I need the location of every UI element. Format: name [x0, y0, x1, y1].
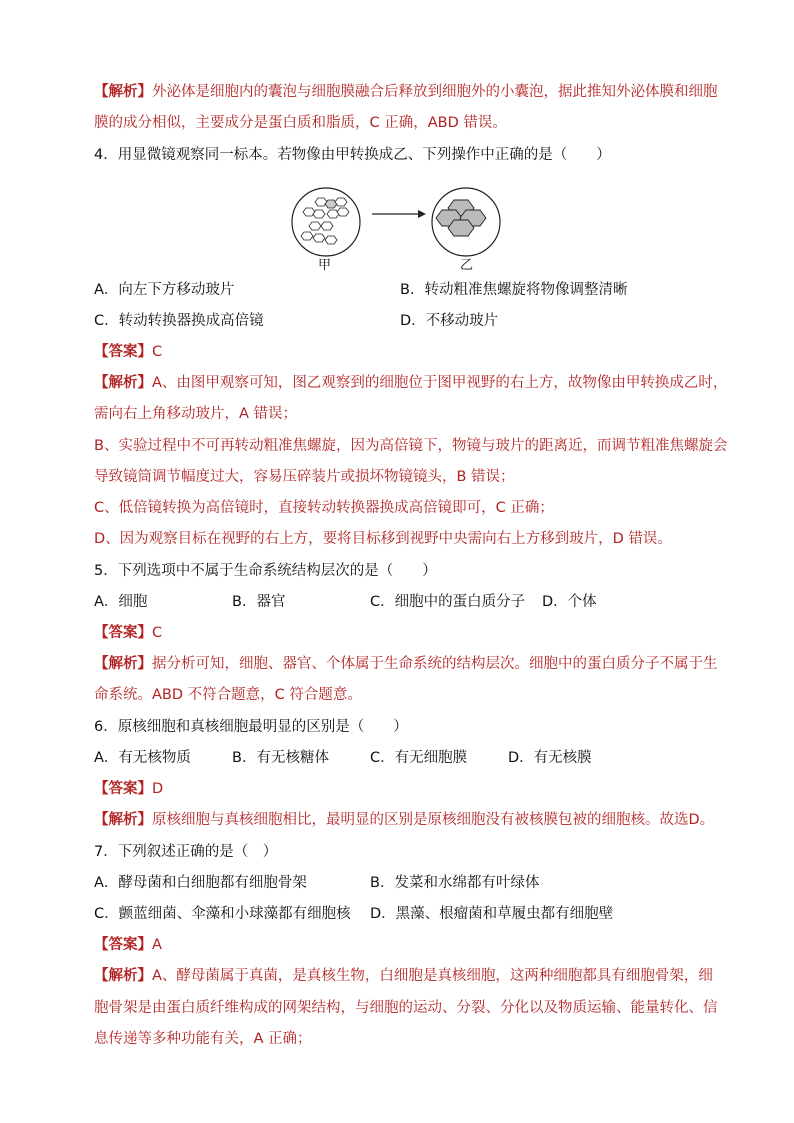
q7-stem: 7．下列叙述正确的是（ ） [94, 844, 278, 860]
q5-answer-value: C [152, 625, 163, 641]
q3-analysis-text-1: 外泌体是细胞内的囊泡与细胞膜融合后释放到细胞外的小囊泡，据此推知外泌体膜和细胞 [152, 84, 718, 100]
q4-analysis-line-5: C、低倍镜转换为高倍镜时，直接转动转换器换成高倍镜即可，C 正确； [94, 500, 554, 516]
q6-analysis-text-1: 原核细胞与真核细胞相比，最明显的区别是原核细胞没有被核膜包被的细胞核。故选D。 [152, 812, 715, 828]
q4-option-b: B．转动粗准焦螺旋将物像调整清晰 [400, 282, 628, 298]
q6-option-c: C．有无细胞膜 [370, 750, 468, 766]
q4-analysis-line-4: 导致镜筒调节幅度过大，容易压碎装片或损坏物镜镜头，B 错误； [94, 469, 515, 485]
q5-option-b: B．器官 [232, 594, 286, 610]
q5-analysis-tag: 【解析】 [94, 656, 152, 672]
figure-label-b: 乙 [460, 258, 474, 273]
q4-answer [94, 342, 162, 362]
q5-option-d: D．个体 [542, 594, 597, 610]
q4-answer-value: C [152, 344, 163, 360]
q7-analysis-line-1 [94, 966, 713, 986]
q4-stem: 4．用显微镜观察同一标本。若物像由甲转换成乙、下列操作中正确的是（ ） [94, 147, 611, 163]
q7-option-d: D．黑藻、根瘤菌和草履虫都有细胞壁 [370, 906, 614, 922]
q7-analysis-line-3: 息传递等多种功能有关，A 正确； [94, 1031, 312, 1047]
q4-analysis-line-3: B、实验过程中不可再转动粗准焦螺旋，因为高倍镜下，物镜与玻片的距离近，而调节粗准焦螺旋会 [94, 438, 728, 454]
q4-analysis-line-2: 需向右上角移动玻片，A 错误； [94, 406, 298, 422]
q3-analysis-tag: 【解析】 [94, 84, 152, 100]
q5-answer-tag: 【答案】 [94, 625, 152, 641]
q4-analysis-line-1 [94, 373, 727, 393]
q7-option-c: C．颤蓝细菌、伞藻和小球藻都有细胞核 [94, 906, 351, 922]
q7-option-a: A．酵母菌和白细胞都有细胞骨架 [94, 875, 307, 891]
q7-answer-value: A [152, 937, 162, 953]
q6-stem: 6．原核细胞和真核细胞最明显的区别是（ ） [94, 719, 408, 735]
q5-answer [94, 623, 162, 643]
q7-analysis-text-1: A、酵母菌属于真菌，是真核生物，白细胞是真核细胞，这两种细胞都具有细胞骨架，细 [152, 968, 713, 984]
q4-analysis-tag: 【解析】 [94, 375, 152, 391]
q5-option-c: C．细胞中的蛋白质分子 [370, 594, 526, 610]
q5-analysis-line-2: 命系统。ABD 不符合题意，C 符合题意。 [94, 687, 362, 703]
q6-option-d: D．有无核膜 [508, 750, 592, 766]
q7-option-b: B．发菜和水绵都有叶绿体 [370, 875, 540, 891]
q6-answer-tag: 【答案】 [94, 781, 152, 797]
q6-answer-value: D [152, 781, 164, 797]
arrow-icon [418, 210, 426, 218]
q5-analysis-line-1 [94, 654, 718, 674]
q6-answer [94, 779, 163, 799]
q7-analysis-line-2: 胞骨架是由蛋白质纤维构成的网架结构，与细胞的运动、分裂、分化以及物质运输、能量转化、信 [94, 1000, 718, 1016]
q4-analysis-line-6: D、因为观察目标在视野的右上方，要将目标移到视野中央需向右上方移到玻片，D 错误。 [94, 531, 672, 547]
q3-analysis-line-2: 膜的成分相似，主要成分是蛋白质和脂质，C 正确，ABD 错误。 [94, 115, 507, 131]
q4-option-d: D．不移动玻片 [400, 313, 499, 329]
q7-answer-tag: 【答案】 [94, 937, 152, 953]
q4-answer-tag: 【答案】 [94, 344, 152, 360]
q5-stem: 5．下列选项中不属于生命系统结构层次的是（ ） [94, 563, 437, 579]
q4-option-c: C．转动转换器换成高倍镜 [94, 313, 264, 329]
q6-analysis-tag: 【解析】 [94, 812, 152, 828]
q7-answer [94, 935, 162, 955]
q5-analysis-text-1: 据分析可知，细胞、器官、个体属于生命系统的结构层次。细胞中的蛋白质分子不属于生 [152, 656, 718, 672]
q7-analysis-tag: 【解析】 [94, 968, 152, 984]
q4-analysis-text-1: A、由图甲观察可知，图乙观察到的细胞位于图甲视野的右上方，故物像由甲转换成乙时， [152, 375, 728, 391]
q6-option-a: A．有无核物质 [94, 750, 191, 766]
q5-option-a: A．细胞 [94, 594, 148, 610]
q6-analysis-line-1 [94, 810, 714, 830]
q6-option-b: B．有无核糖体 [232, 750, 329, 766]
q4-option-a: A．向左下方移动玻片 [94, 282, 235, 298]
q3-analysis-line-1 [94, 82, 718, 102]
figure-label-a: 甲 [318, 258, 332, 273]
